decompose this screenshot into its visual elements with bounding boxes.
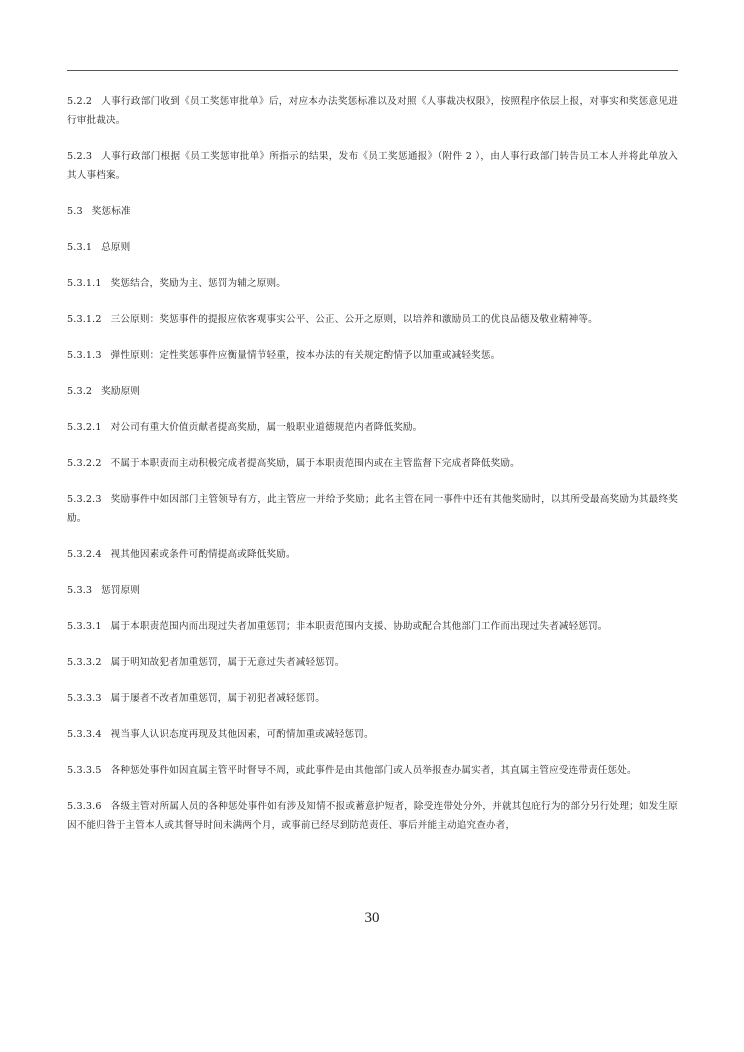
paragraph-text: 人事行政部门根据《员工奖惩审批单》所指示的结果，发布《员工奖惩通报》（附件 2 ），由人事行政部门转告员工本人并将此单放入其人事档案。: [67, 151, 678, 181]
paragraph-text: 视当事人认识态度再现及其他因素，可酌情加重或减轻惩罚。: [110, 729, 374, 740]
paragraph-5-3-3-2: [67, 653, 678, 672]
paragraph-text: 奖惩结合，奖励为主、惩罚为辅之原则。: [110, 278, 287, 289]
paragraph-text: 视其他因素或条件可酌情提高或降低奖励。: [110, 549, 296, 560]
paragraph-5-3-1-3: [67, 346, 678, 365]
paragraph-text: 弹性原则：定性奖惩事件应衡量情节轻重，按本办法的有关规定酌情予以加重或减轻奖惩。: [110, 350, 501, 361]
section-number: 5.3.3.4: [67, 729, 102, 740]
heading-text: 惩罚原则: [101, 585, 141, 596]
section-number: 5.2.3: [67, 151, 93, 162]
paragraph-text: 各种惩处事件如因直属主管平时督导不周，或此事件是由其他部门或人员举报查办属实者，其直属主管应受连带责任惩处。: [110, 765, 637, 776]
section-number: 5.3.3.6: [67, 801, 102, 812]
page-number: 30: [364, 910, 380, 926]
header-rule: [67, 70, 678, 71]
paragraph-5-3-3-4: [67, 725, 678, 744]
section-number: 5.3.1: [67, 242, 93, 253]
paragraph-text: 奖励事件中如因部门主管领导有方，此主管应一并给予奖励；此名主管在同一事件中还有其他奖励时，以其所受最高奖励为其最终奖励。: [67, 494, 678, 524]
paragraph-5-3-1-1: [67, 274, 678, 293]
section-number: 5.3.1.3: [67, 350, 102, 361]
paragraph-text: 对公司有重大价值贡献者提高奖励，属一般职业道德规范内者降低奖励。: [110, 422, 423, 433]
paragraph-5-3-2-1: [67, 418, 678, 437]
paragraph-5-3-3-1: [67, 617, 678, 636]
paragraph-text: 属于屡者不改者加重惩罚，属于初犯者减轻惩罚。: [110, 693, 325, 704]
paragraph-text: 各级主管对所属人员的各种惩处事件如有涉及知情不报或蓄意护短者，除受连带处分外，并就其包庇行为的部分另行处理；如发生原因不能归咎于主管本人或其督导时间未满两个月，或事前已经尽到防范责任、事后并能主动追究查办者，: [67, 801, 678, 831]
section-number: 5.3.1.2: [67, 314, 102, 325]
paragraph-text: 人事行政部门收到《员工奖惩审批单》后，对应本办法奖惩标准以及对照《人事裁决权限》，按照程序依层上报，对事实和奖惩意见进行审批裁决。: [67, 96, 678, 126]
paragraph-5-2-3: [67, 147, 678, 185]
section-number: 5.2.2: [67, 96, 93, 107]
section-number: 5.3.3: [67, 585, 93, 596]
document-body: [67, 92, 678, 852]
paragraph-5-3-2-2: [67, 454, 678, 473]
section-number: 5.3.2.2: [67, 458, 102, 469]
heading-text: 总原则: [101, 242, 131, 253]
heading-5-3-2: [67, 382, 678, 401]
paragraph-text: 三公原则：奖惩事件的提报应依客观事实公平、公正、公开之原则，以培养和激励员工的优良品德及敬业精神等。: [110, 314, 598, 325]
heading-text: 奖惩标准: [91, 206, 131, 217]
paragraph-text: 不属于本职责而主动积极完成者提高奖励，属于本职责范围内或在主管监督下完成者降低奖励。: [110, 458, 520, 469]
heading-text: 奖励原则: [101, 386, 141, 397]
section-number: 5.3.2: [67, 386, 93, 397]
paragraph-5-3-2-3: [67, 490, 678, 528]
paragraph-5-2-2: [67, 92, 678, 130]
paragraph-5-3-3-5: [67, 761, 678, 780]
paragraph-5-3-2-4: [67, 545, 678, 564]
paragraph-5-3-1-2: [67, 310, 678, 329]
paragraph-5-3-3-6: [67, 797, 678, 835]
section-number: 5.3.3.2: [67, 657, 102, 668]
heading-5-3-3: [67, 581, 678, 600]
section-number: 5.3.1.1: [67, 278, 102, 289]
section-number: 5.3.2.1: [67, 422, 102, 433]
section-number: 5.3.2.3: [67, 494, 102, 505]
section-number: 5.3.3.5: [67, 765, 102, 776]
section-number: 5.3: [67, 206, 83, 217]
paragraph-5-3-3-3: [67, 689, 678, 708]
section-number: 5.3.3.1: [67, 621, 102, 632]
heading-5-3: [67, 202, 678, 221]
paragraph-text: 属于明知故犯者加重惩罚，属于无意过失者减轻惩罚。: [110, 657, 345, 668]
heading-5-3-1: [67, 238, 678, 257]
section-number: 5.3.2.4: [67, 549, 102, 560]
section-number: 5.3.3.3: [67, 693, 102, 704]
paragraph-text: 属于本职责范围内而出现过失者加重惩罚；非本职责范围内支援、协助或配合其他部门工作而出现过失者减轻惩罚。: [110, 621, 608, 632]
